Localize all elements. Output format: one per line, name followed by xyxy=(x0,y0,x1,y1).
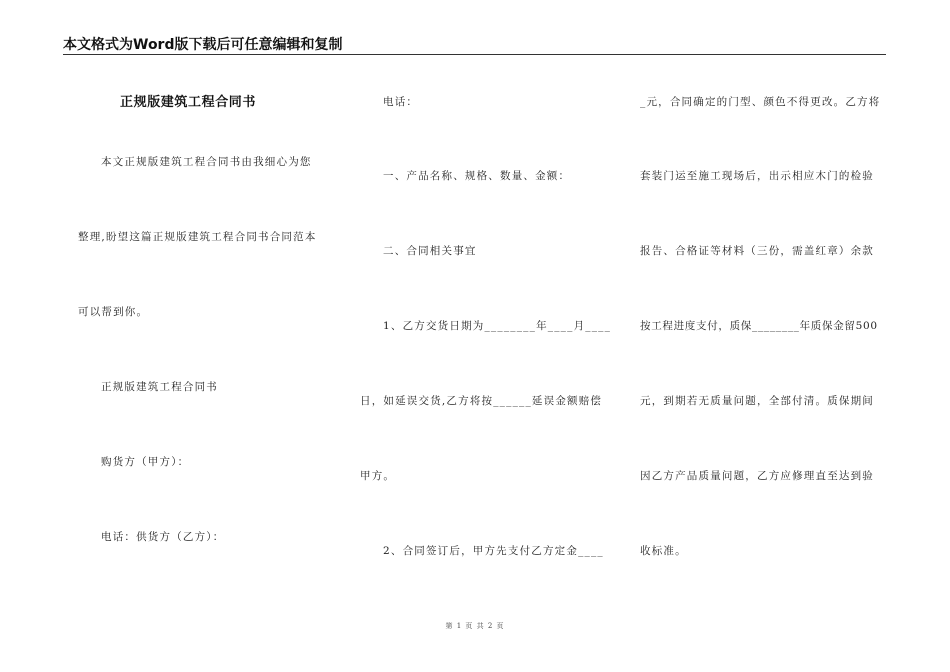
paragraph-line: 因乙方产品质量问题，乙方应修理直至达到验 xyxy=(640,470,874,482)
paragraph-line: 套装门运至施工现场后，出示相应木门的检验 xyxy=(640,170,874,182)
paragraph-line: _元，合同确定的门型、颜色不得更改。乙方将 xyxy=(640,96,881,108)
paragraph-line: 正规版建筑工程合同书 xyxy=(101,381,218,393)
header-divider xyxy=(63,54,886,55)
paragraph-line: 1、乙方交货日期为________年____月____ xyxy=(383,320,612,332)
paragraph-line: 购货方（甲方）： xyxy=(101,456,190,468)
document-title: 正规版建筑工程合同书 xyxy=(120,95,257,110)
paragraph-line: 本文正规版建筑工程合同书由我细心为您 xyxy=(101,156,312,168)
page-header: 本文格式为Word版下载后可任意编辑和复制 xyxy=(63,37,343,53)
paragraph-line: 元，到期若无质量问题，全部付清。质保期间 xyxy=(640,395,874,407)
paragraph-line: 可以帮到你。 xyxy=(78,306,149,318)
paragraph-line: 2、合同签订后，甲方先支付乙方定金____ xyxy=(383,545,604,557)
paragraph-line: 电话：供货方（乙方）： xyxy=(101,531,225,543)
paragraph-line: 整理,盼望这篇正规版建筑工程合同书合同范本 xyxy=(78,231,317,243)
paragraph-line: 日，如延误交货,乙方将按______延误金额赔偿 xyxy=(360,395,603,407)
paragraph-line: 二、合同相关事宜 xyxy=(383,245,477,257)
paragraph-line: 报告、合格证等材料（三份，需盖红章）余款 xyxy=(640,245,874,257)
page-number: 第 1 页 共 2 页 xyxy=(445,622,505,630)
paragraph-line: 一、产品名称、规格、数量、金额： xyxy=(383,170,571,182)
paragraph-line: 按工程进度支付，质保________年质保金留500 xyxy=(640,320,878,332)
paragraph-line: 甲方。 xyxy=(360,470,396,482)
paragraph-line: 收标准。 xyxy=(640,545,687,557)
paragraph-line: 电话： xyxy=(383,96,419,108)
